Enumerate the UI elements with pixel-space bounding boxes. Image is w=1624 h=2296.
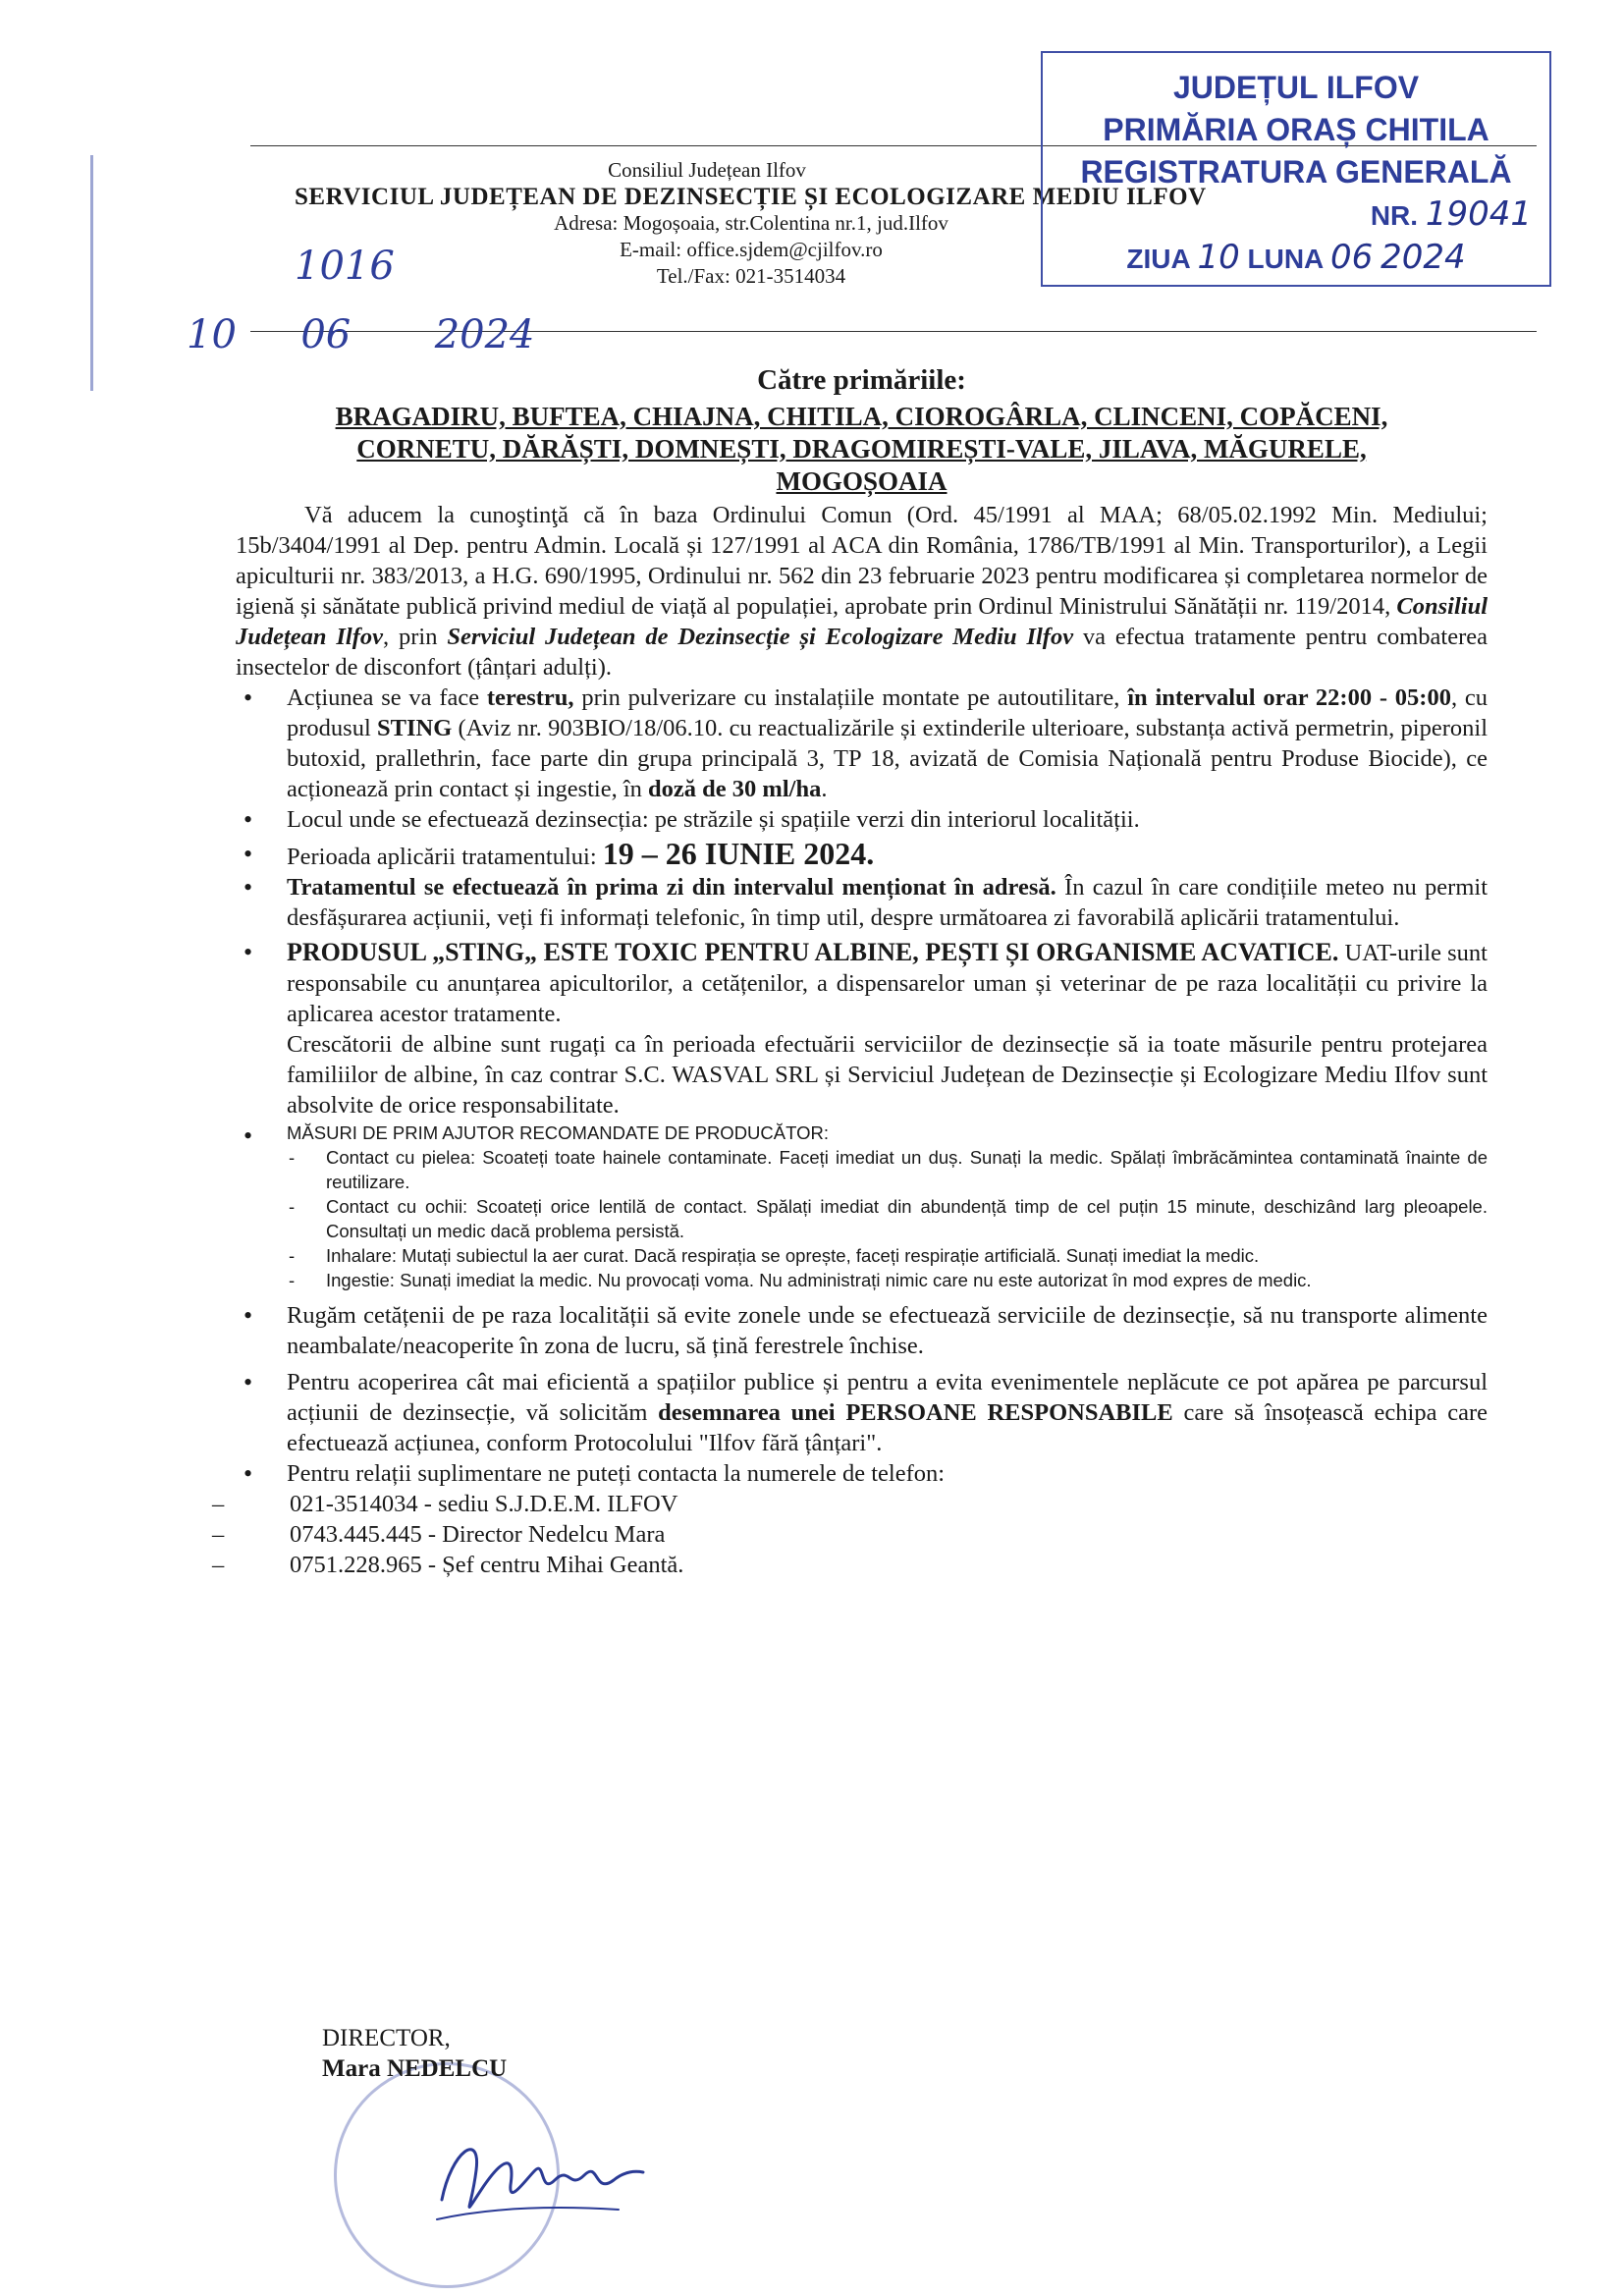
- beekeepers-text: Crescătorii de albine sunt rugați ca în perioada efectuării serviciilor de dezinsecție să ia toate măsurile pentru protejarea familiilor de albine, în caz contrar S.C. WASVAL SRL și Serviciul Județean de Dezinsecție și Ecologizare Mediu Ilfov sunt absolvite de orice responsabilitate.: [287, 1031, 1488, 1119]
- toxic-text: UAT-urile sunt responsabile cu anunțarea apicultorilor, a cetățenilor, a dispensarelor uman și veterinar de pe raza localității cu privire la aplicarea acestor tratamente.: [287, 940, 1488, 1027]
- stamp-townhall: PRIMĂRIA ORAȘ CHITILA: [1103, 112, 1489, 147]
- letter-body: [236, 363, 1488, 1580]
- first-day-bold: Tratamentul se efectuează în prima zi din intervalul menționat în adresă.: [287, 874, 1056, 901]
- council-name: Consiliul Județean Ilfov: [608, 158, 806, 182]
- handwritten-signature: [422, 2111, 658, 2239]
- period-label: Perioada aplicării tratamentului:: [287, 844, 603, 870]
- stamp-county: JUDEȚUL ILFOV: [1172, 70, 1420, 105]
- action-text: (Aviz nr. 903BIO/18/06.10. cu reactualizările și extinderile ulterioare, substanța activă permetrin, piperonil butoxid, prallethrin, face parte din grupa principală 3, TP 18, avizată de Comisia Națională pentru Produse Biocide), ce acționează prin contact și ingestie, în: [287, 715, 1489, 802]
- reg-number-value: 1016: [295, 244, 395, 289]
- list-item-responsible: [236, 1367, 1488, 1458]
- first-aid-list: [287, 1145, 1488, 1292]
- first-aid-item: - Contact cu ochii: Scoateți orice lentilă de contact. Spălați imediat din abundență timp de cel puțin 15 minute, deschizând larg pleoapele. Consultați un medic dacă problema persistă.: [287, 1194, 1488, 1243]
- first-aid-item: - Contact cu pielea: Scoateți toate hainele contaminate. Faceți imediat un duș. Sunați la medic. Spălați îmbrăcămintea contaminată înainte de reutilizare.: [287, 1145, 1488, 1194]
- action-interval: în intervalul orar 22:00 - 05:00: [1127, 684, 1451, 711]
- first-aid-title: • MĂSURI DE PRIM AJUTOR RECOMANDATE DE PRODUCĂTOR:: [287, 1122, 829, 1143]
- stamp-registry: REGISTRATURA GENERALĂ: [1080, 154, 1512, 190]
- action-text: Acțiunea se va face: [287, 684, 487, 711]
- action-text: , cu produsul: [287, 684, 1489, 741]
- stamp-day: 10: [1197, 238, 1240, 277]
- intro-text: va efectua tratamente pentru combaterea insectelor de disconfort (țânțari adulți).: [236, 624, 1488, 681]
- stamp-number-row: [1043, 193, 1549, 237]
- responsible-bold: desemnarea unei PERSOANE RESPONSABILE: [658, 1399, 1173, 1426]
- intro-paragraph: [236, 500, 1488, 683]
- list-item-period: [236, 836, 1488, 872]
- address: Adresa: Mogoșoaia, str.Colentina nr.1, jud.Ilfov: [554, 211, 948, 235]
- signatory-role: DIRECTOR,: [322, 2025, 451, 2051]
- stamp-date-row: [1043, 237, 1549, 280]
- list-item-first-day: [236, 872, 1488, 933]
- intro-service: Serviciul Județean de Dezinsecție și Ecologizare Mediu Ilfov: [447, 624, 1074, 650]
- list-item-location: • Locul unde se efectuează dezinsecția: pe străzile și spațiile verzi din interiorul localității.: [236, 804, 1488, 835]
- toxic-warning: PRODUSUL „STING„ ESTE TOXIC PENTRU ALBINE, PEȘTI ȘI ORGANISME ACVATICE.: [287, 938, 1339, 966]
- phone: Tel./Fax: 021-3514034: [656, 264, 846, 288]
- contact-phone: – 0743.445.445 - Director Nedelcu Mara: [206, 1519, 1488, 1550]
- responsible-text: care să însoțească echipa care efectuează acțiunea, conform Protocolului "Ilfov fără țânțari".: [287, 1399, 1488, 1456]
- signatory-name: Mara NEDELCU: [322, 2055, 508, 2082]
- stamp-nr-value: 19041: [1425, 194, 1532, 234]
- action-text: prin pulverizare cu instalațiile montate pe autoutilitare,: [573, 684, 1128, 711]
- stamp-month-label: LUNA: [1247, 244, 1324, 274]
- handwritten-reg-number: [295, 244, 395, 289]
- recipients-line: BRAGADIRU, BUFTEA, CHIAJNA, CHITILA, CIOROGÂRLA, CLINCENI, COPĂCENI,: [335, 402, 1388, 431]
- reg-month: 06: [300, 312, 352, 357]
- stamp-month: 06: [1330, 238, 1374, 277]
- recipients-list: [236, 401, 1488, 498]
- action-dose: doză de 30 ml/ha: [648, 776, 822, 802]
- recipients-line: CORNETU, DĂRĂȘTI, DOMNEȘTI, DRAGOMIREȘTI-VALE, JILAVA, MĂGURELE,: [356, 434, 1367, 464]
- contacts-list: [206, 1489, 1488, 1580]
- first-aid-item: - Ingestie: Sunați imediat la medic. Nu provocați voma. Nu administrați nimic care nu este autorizat în mod expres de medic.: [287, 1268, 1488, 1292]
- list-item-first-aid: [236, 1121, 1488, 1292]
- intro-text: Vă aducem la cunoştinţă că în baza Ordinului Comun (Ord. 45/1991 al MAA; 68/05.02.1992 Min. Mediului; 15b/3404/1991 al Dep. pentru Admin. Locală și 127/1991 al ACA din România, 1786/TB/1991 al Min. Transporturilor), a Legii apiculturii nr. 383/2013, a H.G. 690/1995, Ordinului nr. 562 din 23 februarie 2023 pentru modificarea și completarea normelor de igienă și sănătate publică privind mediul de viață al populației, aprobate prin Ordinul Ministrului Sănătății nr. 119/2014,: [236, 502, 1488, 620]
- addressee-title: Către primăriile:: [757, 364, 966, 396]
- stamp-day-label: ZIUA: [1126, 244, 1190, 274]
- intro-text: , prin: [383, 624, 448, 650]
- measures-list: [236, 683, 1488, 1489]
- contact-phone: – 0751.228.965 - Șef centru Mihai Geantă.: [206, 1550, 1488, 1580]
- scan-edge-mark: [90, 155, 101, 391]
- service-name: SERVICIUL JUDEȚEAN DE DEZINSECȚIE ȘI ECOLOGIZARE MEDIU ILFOV: [295, 184, 1207, 210]
- registration-stamp: [1041, 51, 1551, 287]
- first-aid-item: - Inhalare: Mutați subiectul la aer curat. Dacă respirația se oprește, faceți respirație artificială. Sunați imediat la medic.: [287, 1243, 1488, 1268]
- reg-day: 10: [187, 312, 237, 357]
- action-bold: terestru,: [486, 684, 574, 711]
- list-item-action: [236, 683, 1488, 804]
- list-item-citizens: • Rugăm cetățenii de pe raza localității să evite zonele unde se efectuează serviciile de dezinsecție, să nu transporte alimente neambalate/neacoperite în zona de lucru, să țină ferestrele închise.: [236, 1300, 1488, 1361]
- stamp-year: 2024: [1380, 238, 1466, 277]
- contact-phone: – 021-3514034 - sediu S.J.D.E.M. ILFOV: [206, 1489, 1488, 1519]
- handwritten-reg-date: [187, 312, 534, 357]
- list-item-contacts: • Pentru relații suplimentare ne puteți contacta la numerele de telefon:: [236, 1458, 1488, 1489]
- recipients-line: MOGOȘOAIA: [776, 466, 947, 496]
- reg-year: 2024: [434, 312, 535, 357]
- action-product: STING: [377, 715, 453, 741]
- first-day-text: În cazul în care condițiile meteo nu permit desfășurarea acțiunii, veți fi informați telefonic, în timp util, despre următoarea zi favorabilă aplicării tratamentului.: [287, 874, 1488, 931]
- stamp-nr-label: NR.: [1370, 200, 1419, 231]
- signature-block: [322, 2023, 507, 2084]
- list-item-toxic: [236, 937, 1488, 1121]
- action-text: .: [821, 776, 828, 802]
- period-value: 19 – 26 IUNIE 2024.: [602, 836, 875, 871]
- responsible-text: Pentru acoperirea cât mai eficientă a spațiilor publice și pentru a evita evenimentele neplăcute ce pot apărea pe parcursul acțiunii de dezinsecție, vă solicităm: [287, 1369, 1488, 1426]
- email: E-mail: office.sjdem@cjilfov.ro: [620, 238, 883, 261]
- intro-council: Consiliul Județean Ilfov: [236, 593, 1488, 650]
